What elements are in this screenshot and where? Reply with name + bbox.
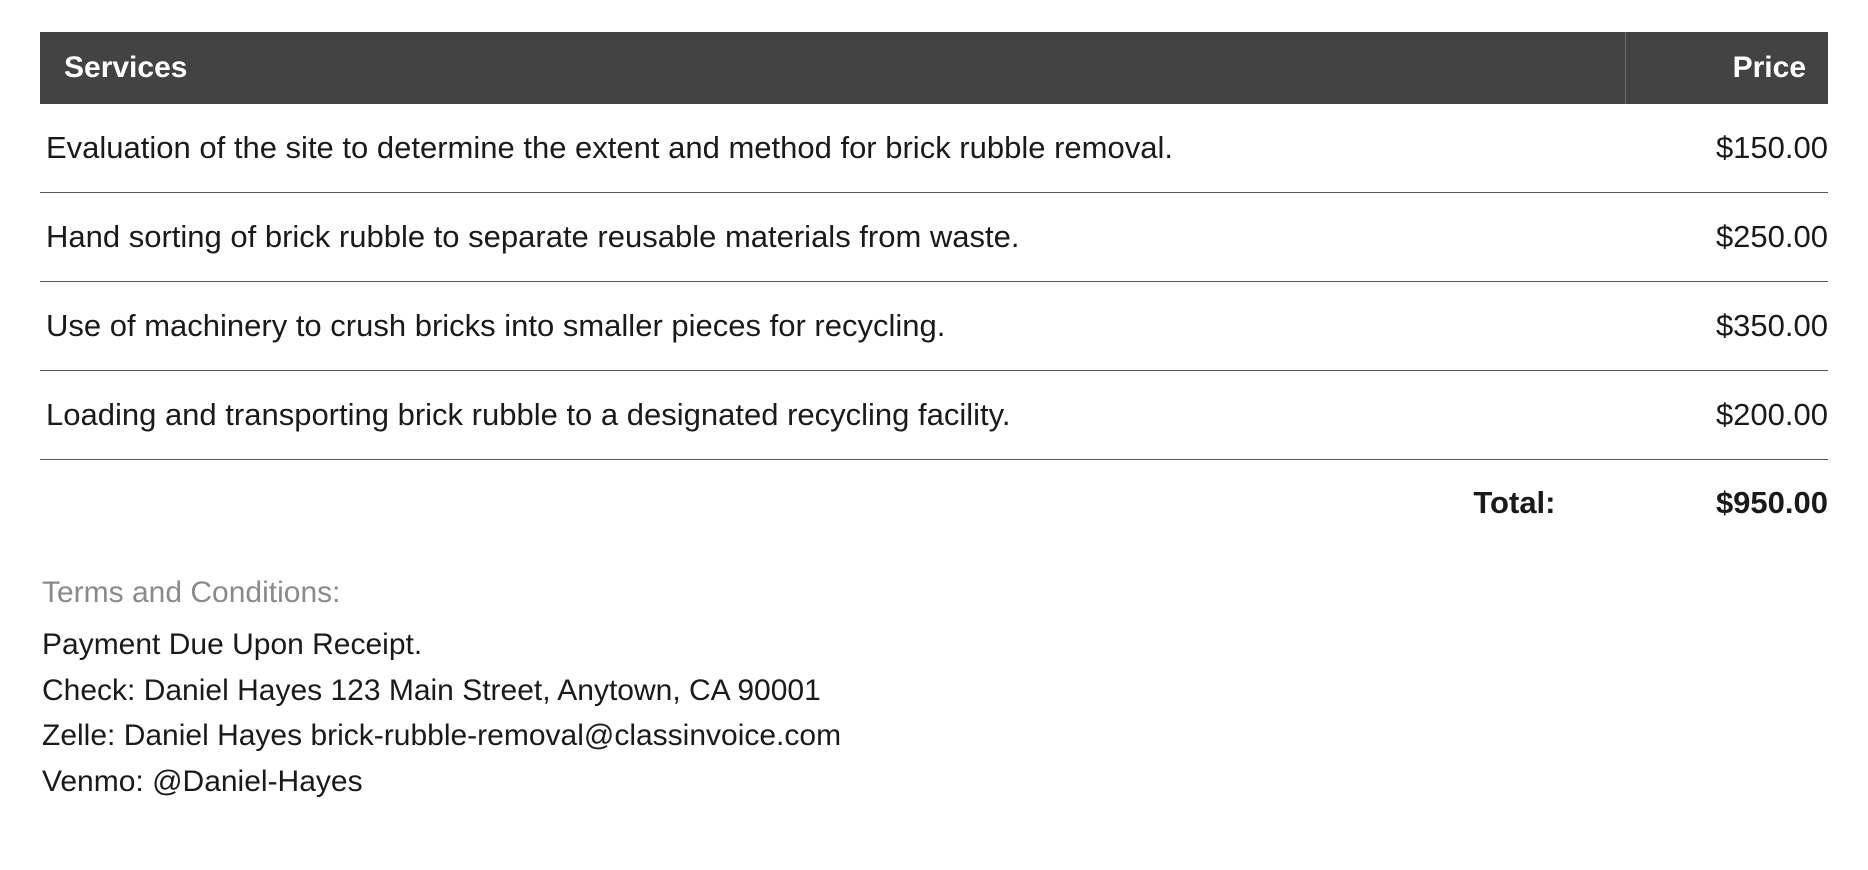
service-price: $250.00 (1626, 193, 1829, 282)
column-header-services: Services (40, 32, 1626, 104)
table-header (40, 32, 1828, 104)
table-row (40, 371, 1828, 460)
service-price: $350.00 (1626, 282, 1829, 371)
total-label: Total: (1473, 485, 1556, 520)
service-description: Use of machinery to crush bricks into smaller pieces for recycling. (40, 282, 1626, 371)
services-price-table (40, 32, 1828, 546)
service-description: Evaluation of the site to determine the extent and method for brick rubble removal. (40, 104, 1626, 193)
terms-line-venmo: Venmo: @Daniel-Hayes (42, 764, 363, 798)
table-row (40, 193, 1828, 282)
table-row (40, 282, 1828, 371)
terms-title: Terms and Conditions: (42, 576, 341, 609)
terms-line-payment: Payment Due Upon Receipt. (42, 628, 423, 661)
service-description: Hand sorting of brick rubble to separate reusable materials from waste. (40, 193, 1626, 282)
terms-line-zelle: Zelle: Daniel Hayes brick-rubble-removal@classinvoice.com (42, 719, 842, 753)
total-row (40, 460, 1828, 547)
total-value: $950.00 (1715, 485, 1828, 520)
table-body (40, 104, 1828, 546)
service-description: Loading and transporting brick rubble to a designated recycling facility. (40, 371, 1626, 460)
terms-line-check: Check: Daniel Hayes 123 Main Street, Anytown, CA 90001 (42, 673, 821, 707)
service-price: $200.00 (1626, 371, 1829, 460)
table-row (40, 104, 1828, 193)
column-header-price: Price (1732, 51, 1806, 84)
table-header-row (40, 32, 1828, 104)
service-price: $150.00 (1626, 104, 1829, 193)
terms-and-conditions (40, 576, 1828, 804)
